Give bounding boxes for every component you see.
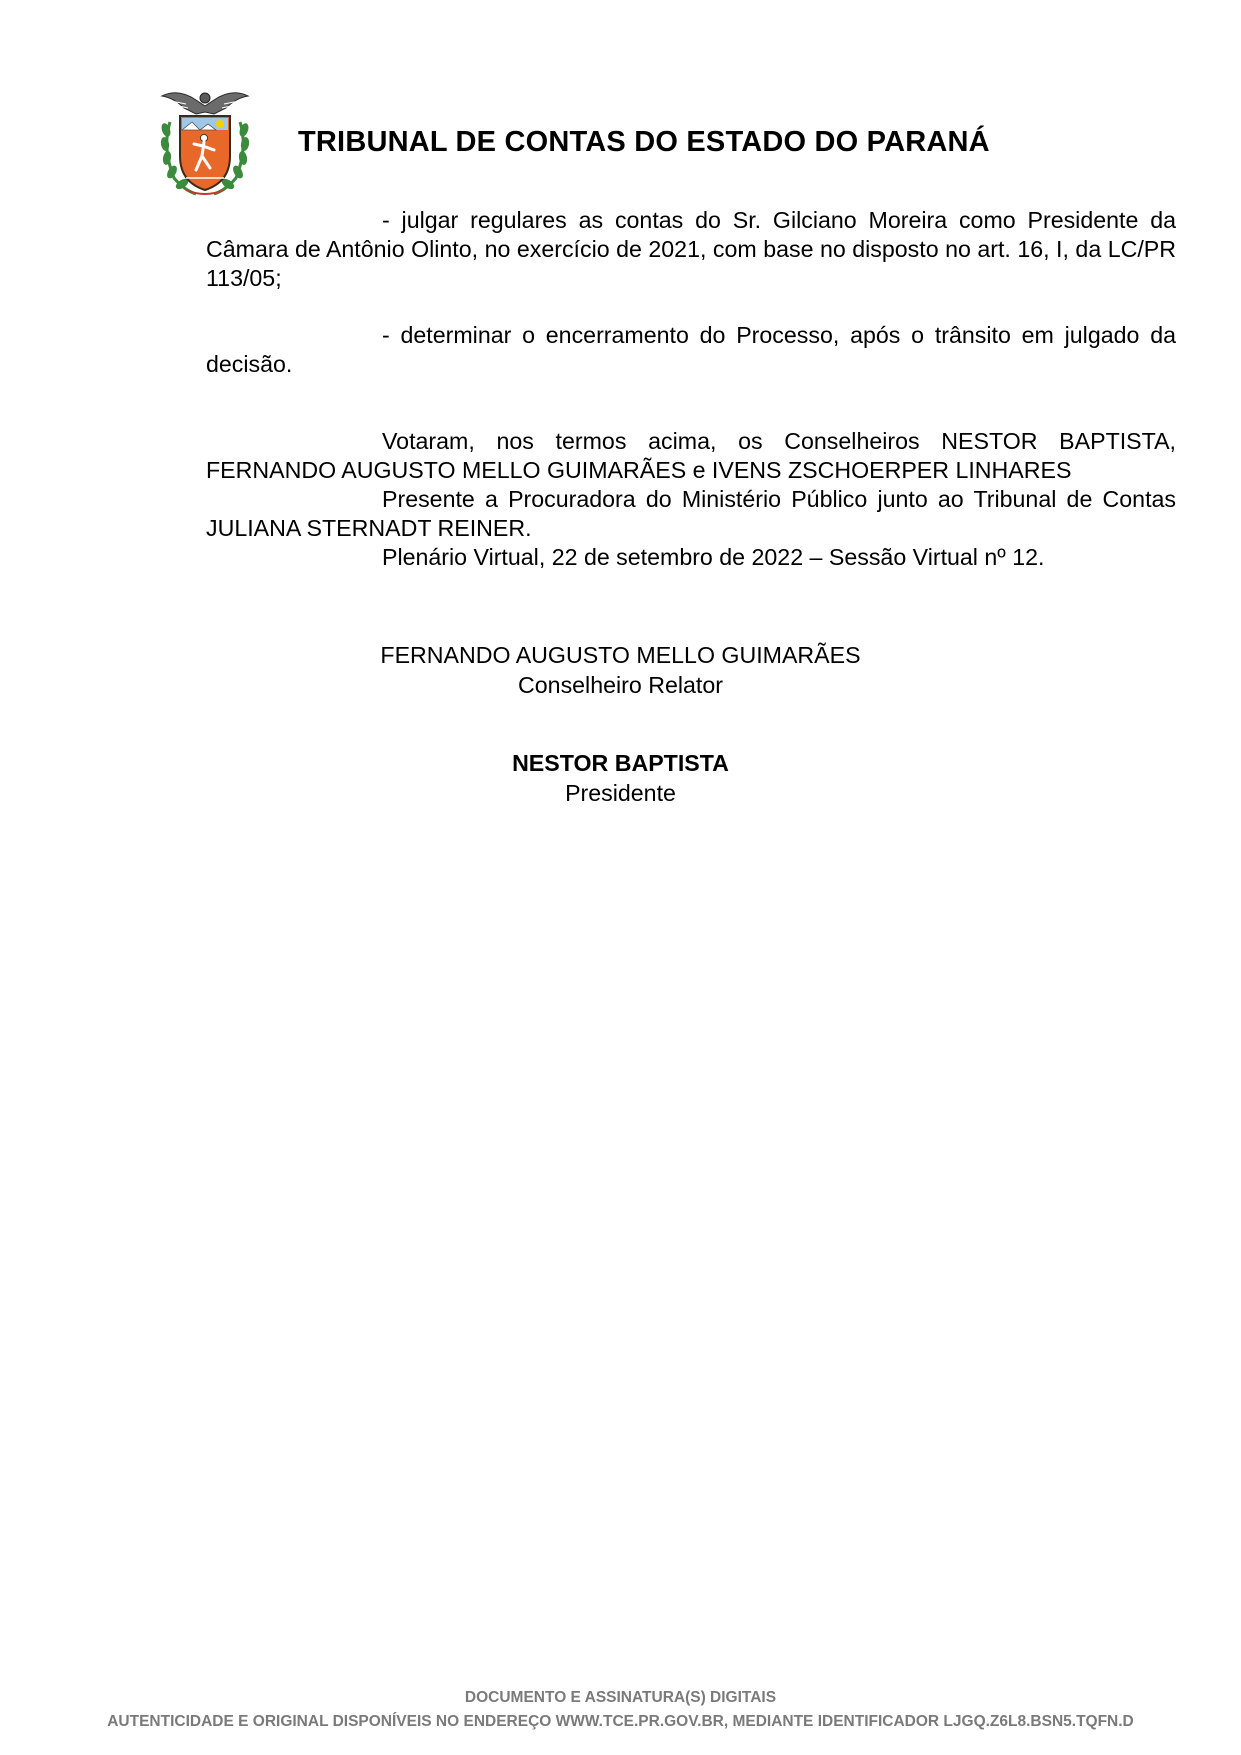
coat-of-arms-emblem <box>156 86 254 200</box>
presente-paragraph: Presente a Procuradora do Ministério Público junto ao Tribunal de Contas JULIANA STERNADT REINER. <box>206 486 1176 541</box>
document-body <box>206 206 1176 293</box>
presidente-name: NESTOR BAPTISTA <box>512 750 729 776</box>
decision-item-1: - julgar regulares as contas do Sr. Gilciano Moreira como Presidente da Câmara de Antônio Olinto, no exercício de 2021, com base no disposto no art. 16, I, da LC/PR 113/05; <box>206 207 1176 291</box>
footer-line-1: DOCUMENTO E ASSINATURA(S) DIGITAIS <box>464 1689 777 1706</box>
decision-item-2: - determinar o encerramento do Processo, após o trânsito em julgado da decisão. <box>206 322 1176 377</box>
plenario-line: Plenário Virtual, 22 de setembro de 2022 – Sessão Virtual nº 12. <box>382 544 1045 570</box>
presidente-role: Presidente <box>565 780 676 806</box>
relator-role: Conselheiro Relator <box>518 672 723 698</box>
document-body-3 <box>206 427 1176 572</box>
footer-line-2: AUTENTICIDADE E ORIGINAL DISPONÍVEIS NO ENDEREÇO WWW.TCE.PR.GOV.BR, MEDIANTE IDENTIFICADOR LJGQ.Z6L8.BSN5.TQFN.D <box>107 1713 1134 1730</box>
votaram-paragraph: Votaram, nos termos acima, os Conselheiros NESTOR BAPTISTA, FERNANDO AUGUSTO MELLO GUIMARÃES e IVENS ZSCHOERPER LINHARES <box>206 428 1176 483</box>
document-footer <box>0 1686 1241 1734</box>
signature-relator <box>0 640 1241 700</box>
relator-name: FERNANDO AUGUSTO MELLO GUIMARÃES <box>380 642 861 668</box>
signature-presidente <box>0 748 1241 808</box>
document-body-2 <box>206 321 1176 379</box>
page-title: TRIBUNAL DE CONTAS DO ESTADO DO PARANÁ <box>298 126 990 158</box>
